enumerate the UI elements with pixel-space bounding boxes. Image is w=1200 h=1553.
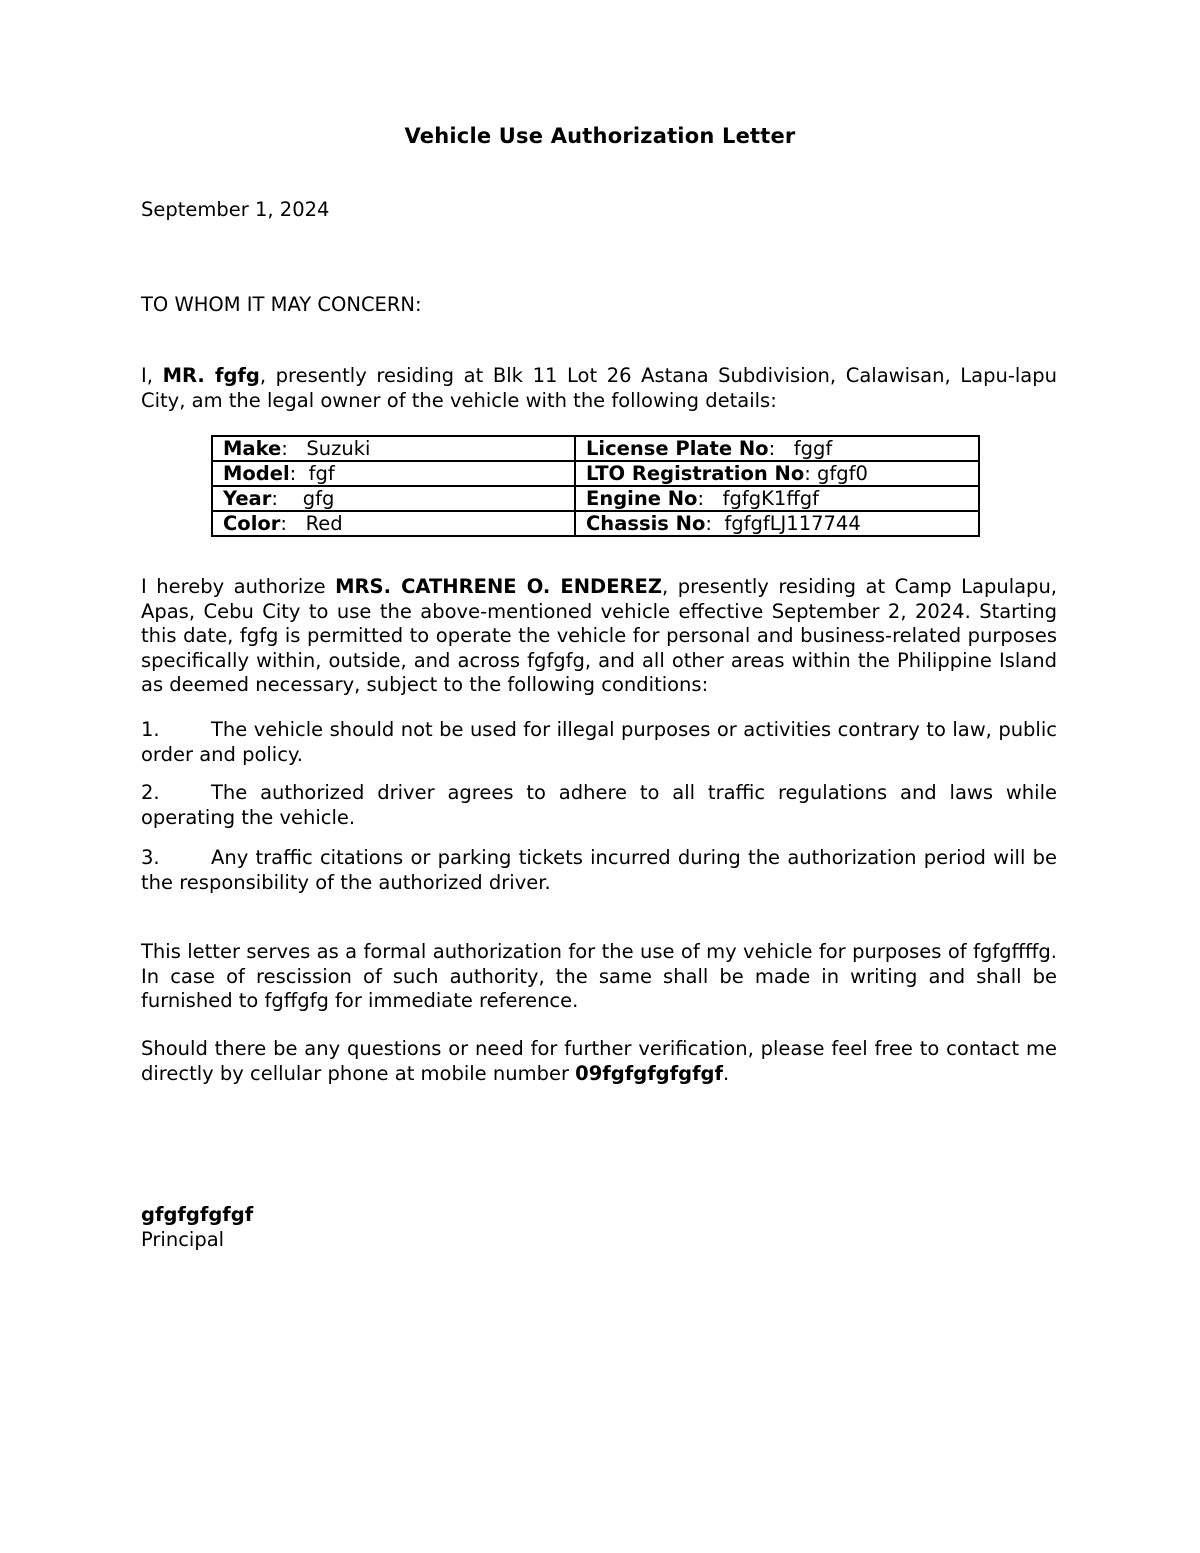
letter-title: Vehicle Use Authorization Letter: [404, 124, 796, 148]
table-cell: Color: Red: [212, 511, 575, 536]
intro-text: , presently residing at Blk 11 Lot 26 Astana Subdivision, Calawisan, Lapu-lapu City, am the legal owner of the vehicle with the following details:: [141, 364, 1057, 412]
table-cell: Make: Suzuki: [212, 436, 575, 461]
table-cell: Chassis No: fgfgfLJ117744: [575, 511, 979, 536]
closing-paragraph-1: This letter serves as a formal authorization for the use of my vehicle for purposes of fgfgffffg. In case of rescission of such authority, the same shall be made in writing and shall be furnished to fgffgfg for immediate reference.: [141, 940, 1057, 1012]
table-cell: License Plate No: fggf: [575, 436, 979, 461]
field-value: fgf: [308, 462, 335, 485]
table-cell: Year: gfg: [212, 486, 575, 511]
condition-text: Any traffic citations or parking tickets incurred during the authorization period will be the responsibility of the authorized driver.: [141, 846, 1057, 894]
condition-number: 1.: [141, 718, 160, 741]
field-label: Color: [223, 512, 281, 535]
field-value: fgfgfLJ117744: [724, 512, 861, 535]
field-label: Year: [223, 487, 272, 510]
contact-text: Should there be any questions or need for further verification, please feel free to contact me directly by cellular phone at mobile number: [141, 1037, 1057, 1085]
table-row: [212, 486, 979, 511]
authorization-prefix: I hereby authorize: [141, 575, 336, 598]
authorization-paragraph: [141, 575, 1057, 698]
field-value: fgfgK1ffgf: [722, 487, 819, 510]
field-value: Suzuki: [306, 437, 371, 460]
condition-item: [141, 718, 1057, 767]
condition-item: [141, 781, 1057, 830]
field-label: LTO Registration No: [586, 462, 805, 485]
condition-item: [141, 846, 1057, 895]
field-value: fggf: [793, 437, 833, 460]
letter-date: September 1, 2024: [141, 198, 330, 221]
field-label: Model: [223, 462, 290, 485]
owner-name: MR. fgfg: [162, 364, 260, 387]
table-row: [212, 461, 979, 486]
signature-role: Principal: [141, 1228, 225, 1251]
condition-text: The vehicle should not be used for illegal purposes or activities contrary to law, public order and policy.: [141, 718, 1057, 766]
condition-text: The authorized driver agrees to adhere to all traffic regulations and laws while operating the vehicle.: [141, 781, 1057, 829]
salutation: TO WHOM IT MAY CONCERN:: [141, 293, 422, 316]
field-label: Chassis No: [586, 512, 706, 535]
authorized-name: MRS. CATHRENE O. ENDEREZ: [335, 575, 662, 598]
mobile-number: 09fgfgfgfgfgf: [575, 1061, 724, 1085]
authorization-text: , presently residing at Camp Lapulapu, Apas, Cebu City to use the above-mentioned vehicle effective September 2, 2024. Starting this date, fgfg is permitted to operate the vehicle for personal and business-related purposes specifically within, outside, and across fgfgfg, and all other areas within the Philippine Island as deemed necessary, subject to the following conditions:: [141, 575, 1057, 696]
field-label: Make: [223, 437, 282, 460]
table-row: [212, 511, 979, 536]
field-label: Engine No: [586, 487, 698, 510]
table-cell: Model: fgf: [212, 461, 575, 486]
vehicle-details-table: [211, 435, 980, 537]
table-cell: LTO Registration No: gfgf0: [575, 461, 979, 486]
closing-paragraph-2: [141, 1037, 1057, 1086]
intro-prefix: I,: [141, 364, 163, 387]
condition-number: 2.: [141, 781, 160, 804]
field-value: Red: [305, 512, 343, 535]
contact-suffix: .: [723, 1061, 730, 1085]
field-label: License Plate No: [586, 437, 769, 460]
table-row: [212, 436, 979, 461]
table-cell: Engine No: fgfgK1ffgf: [575, 486, 979, 511]
signature-name: gfgfgfgfgf: [141, 1203, 254, 1226]
intro-paragraph: [141, 364, 1057, 413]
condition-number: 3.: [141, 846, 160, 869]
field-value: gfg: [302, 487, 335, 510]
field-value: gfgf0: [817, 462, 868, 485]
